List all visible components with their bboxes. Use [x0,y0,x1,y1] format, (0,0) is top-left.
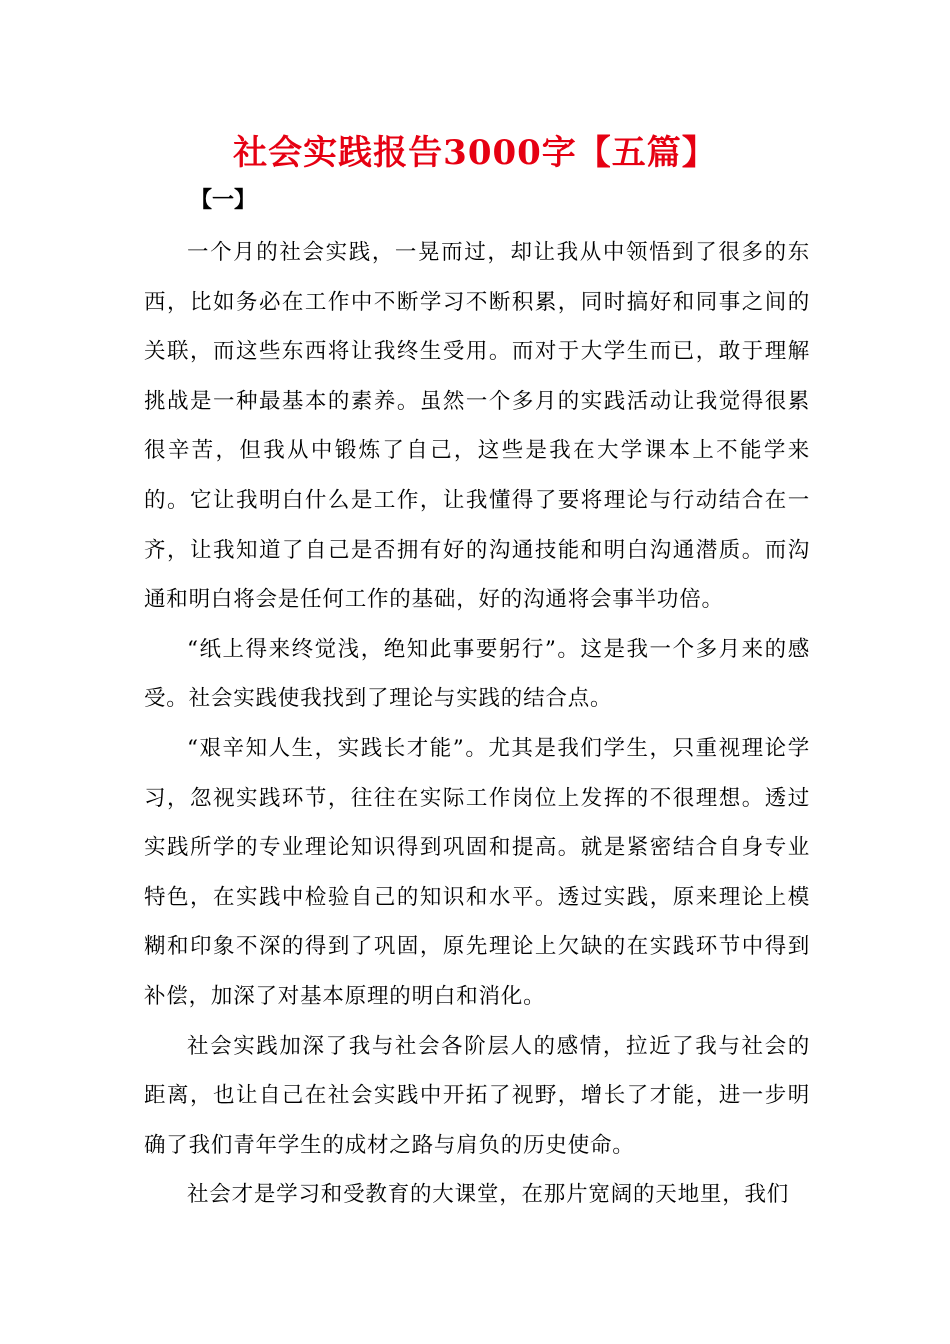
paragraph: 一个月的社会实践，一晃而过，却让我从中领悟到了很多的东西，比如务必在工作中不断学习不断积累，同时搞好和同事之间的关联，而这些东西将让我终生受用。而对于大学生而已，敢于理解挑战是一种最基本的素养。虽然一个多月的实践活动让我觉得很累很辛苦，但我从中锻炼了自己，这些是我在大学课本上不能学来的。它让我明白什么是工作，让我懂得了要将理论与行动结合在一齐，让我知道了自己是否拥有好的沟通技能和明白沟通潜质。而沟通和明白将会是任何工作的基础，好的沟通将会事半功倍。 [144,240,810,613]
section-label: 【一】 [190,187,257,213]
paragraph: “艰辛知人生，实践长才能”。尤其是我们学生，只重视理论学习，忽视实践环节，往往在实际工作岗位上发挥的不很理想。透过实践所学的专业理论知识得到巩固和提高。就是紧密结合自身专业特色，在实践中检验自己的知识和水平。透过实践，原来理论上模糊和印象不深的得到了巩固，原先理论上欠缺的在实践环节中得到补偿，加深了对基本原理的明白和消化。 [144,735,810,1009]
paragraph: “纸上得来终觉浅，绝知此事要躬行”。这是我一个多月来的感受。社会实践使我找到了理论与实践的结合点。 [144,636,810,712]
paragraph: 社会才是学习和受教育的大课堂，在那片宽阔的天地里，我们 [187,1182,790,1208]
paragraph: 社会实践加深了我与社会各阶层人的感情，拉近了我与社会的距离，也让自己在社会实践中开拓了视野，增长了才能，进一步明确了我们青年学生的成材之路与肩负的历史使命。 [144,1033,810,1158]
document-title: 社会实践报告3000字【五篇】 [233,133,717,173]
document-body [144,228,810,1220]
